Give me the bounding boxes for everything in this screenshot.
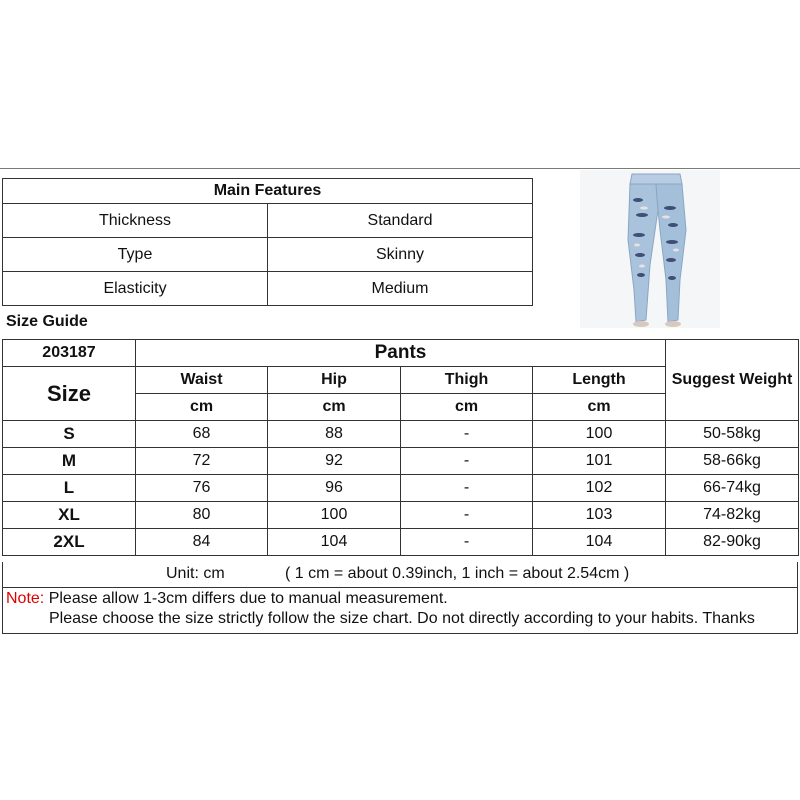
col-waist: Waist	[136, 367, 268, 394]
size-row	[3, 529, 799, 556]
hip-cell: 96	[268, 475, 401, 502]
thigh-cell: -	[401, 448, 533, 475]
feature-value: Medium	[268, 272, 533, 306]
thigh-cell: -	[401, 421, 533, 448]
size-cell: XL	[3, 502, 136, 529]
size-guide-label: Size Guide	[6, 313, 88, 330]
waist-cell: 72	[136, 448, 268, 475]
thigh-cell: -	[401, 475, 533, 502]
jeans-illustration	[580, 170, 720, 328]
col-hip: Hip	[268, 367, 401, 394]
feature-row	[3, 238, 533, 272]
feature-label: Type	[3, 238, 268, 272]
length-cell: 104	[533, 529, 666, 556]
note-text-1: Please allow 1-3cm differs due to manual measurement.	[44, 590, 448, 607]
waist-cell: 84	[136, 529, 268, 556]
main-features-header-row	[3, 179, 533, 204]
hip-cell: 100	[268, 502, 401, 529]
size-row	[3, 448, 799, 475]
waist-cell: 80	[136, 502, 268, 529]
weight-cell: 74-82kg	[666, 502, 799, 529]
size-cell: S	[3, 421, 136, 448]
thigh-cell: -	[401, 502, 533, 529]
unit-conversion-row	[2, 562, 798, 588]
col-length: Length	[533, 367, 666, 394]
note-line-2: Please choose the size strictly follow the size chart. Do not directly according to your habits. Thanks	[49, 610, 755, 627]
length-cell: 100	[533, 421, 666, 448]
top-divider	[0, 168, 800, 169]
col-thigh: Thigh	[401, 367, 533, 394]
weight-cell: 58-66kg	[666, 448, 799, 475]
suggest-weight-label: Suggest Weight	[671, 371, 793, 388]
size-cell: L	[3, 475, 136, 502]
main-features-title: Main Features	[3, 179, 533, 204]
waist-cell: 68	[136, 421, 268, 448]
length-cell: 101	[533, 448, 666, 475]
product-code: 203187	[3, 340, 136, 367]
unit-label: Unit: cm	[166, 565, 225, 582]
feature-label: Elasticity	[3, 272, 268, 306]
size-row	[3, 475, 799, 502]
thigh-cell: -	[401, 529, 533, 556]
length-cell: 102	[533, 475, 666, 502]
note-box	[2, 588, 798, 634]
unit-waist: cm	[136, 394, 268, 421]
note-label: Note:	[6, 590, 45, 607]
suggest-weight-header	[666, 340, 799, 421]
feature-row	[3, 272, 533, 306]
product-image	[580, 170, 720, 328]
weight-cell: 66-74kg	[666, 475, 799, 502]
note-line-1	[6, 590, 448, 608]
weight-cell: 50-58kg	[666, 421, 799, 448]
unit-length: cm	[533, 394, 666, 421]
size-row	[3, 421, 799, 448]
unit-thigh: cm	[401, 394, 533, 421]
main-features-table	[2, 178, 533, 306]
feature-label: Thickness	[3, 204, 268, 238]
size-cell: M	[3, 448, 136, 475]
size-header: Size	[3, 367, 136, 421]
unit-hip: cm	[268, 394, 401, 421]
size-chart-table	[2, 339, 799, 556]
size-cell: 2XL	[3, 529, 136, 556]
unit-conversion: ( 1 cm = about 0.39inch, 1 inch = about 2.54cm )	[285, 565, 630, 582]
feature-row	[3, 204, 533, 238]
hip-cell: 104	[268, 529, 401, 556]
feature-value: Standard	[268, 204, 533, 238]
waist-cell: 76	[136, 475, 268, 502]
size-chart-header-row	[3, 340, 799, 367]
hip-cell: 88	[268, 421, 401, 448]
size-row	[3, 502, 799, 529]
hip-cell: 92	[268, 448, 401, 475]
pants-group-header: Pants	[136, 340, 666, 367]
feature-value: Skinny	[268, 238, 533, 272]
weight-cell: 82-90kg	[666, 529, 799, 556]
length-cell: 103	[533, 502, 666, 529]
